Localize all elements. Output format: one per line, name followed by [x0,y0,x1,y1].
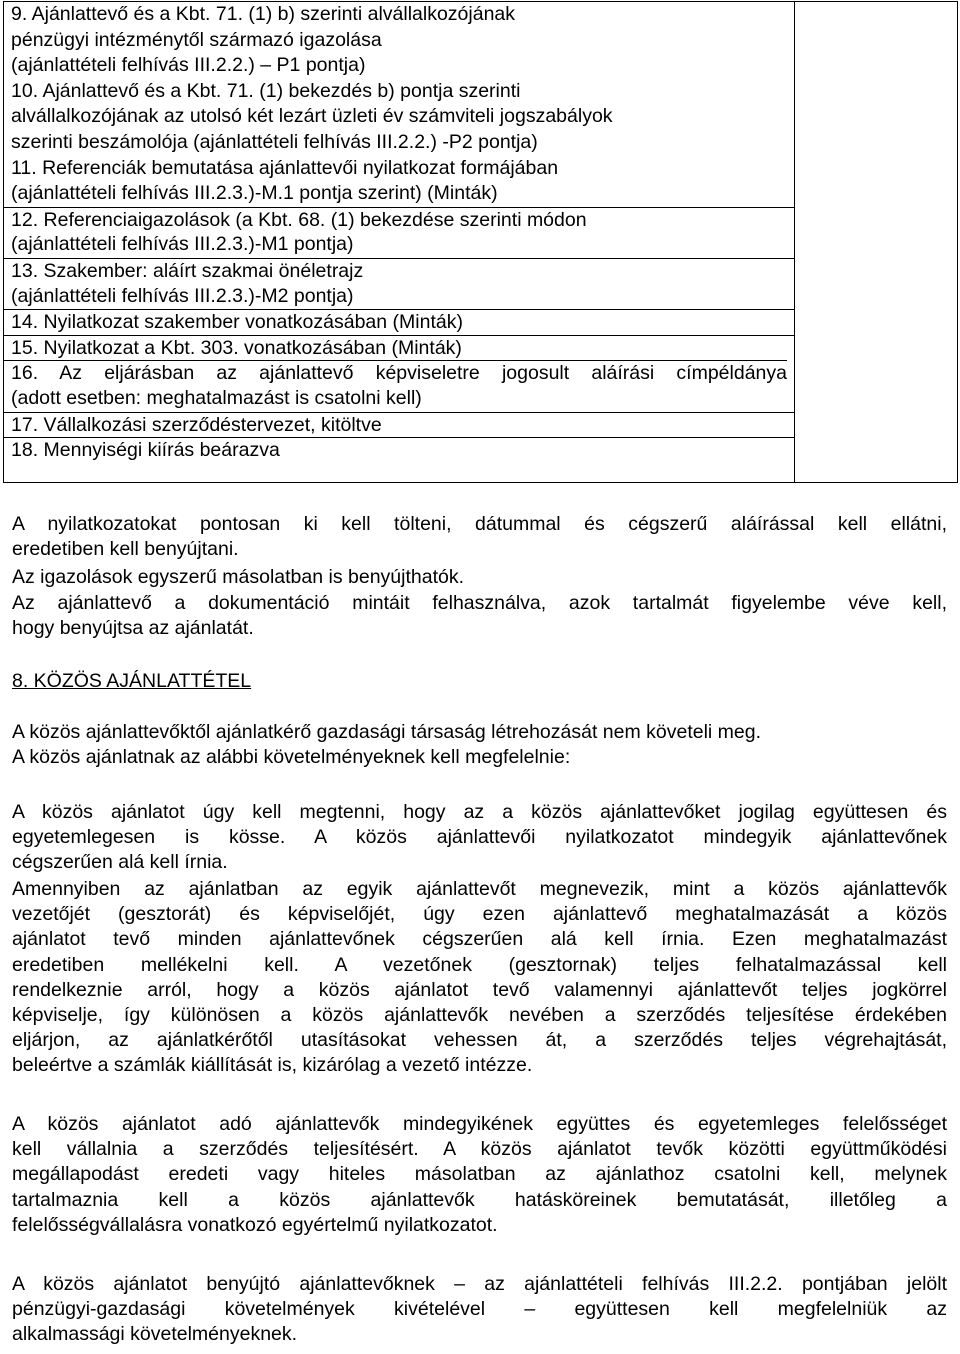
list-line: 14. Nyilatkozat szakember vonatkozásában (Minták) [4,309,794,335]
document-list-table [3,1,958,483]
text-line: Az igazolások egyszerű másolatban is benyújthatók. [12,566,465,588]
text-line: Amennyiben az ajánlatban az egyik ajánlattevőt megnevezik, mint a közös ajánlattevők [12,878,947,900]
paragraph-kozos-2 [12,800,947,876]
list-line: 11. Referenciák bemutatása ajánlattevői nyilatkozat formájában [11,156,559,179]
paragraph-nyilatkozatok [12,512,947,562]
text-line: beleértve a számlák kiállítását is, kizárólag a vezető intézze. [12,1054,533,1077]
list-line: 12. Referenciaigazolások (a Kbt. 68. (1) bekezdése szerinti módon [4,207,794,233]
paragraph-kozos-3 [12,877,947,1079]
list-line: (adott esetben: meghatalmazást is csatolni kell) [11,386,422,409]
list-line: 15. Nyilatkozat a Kbt. 303. vonatkozásában (Minták) [4,335,794,361]
list-line: 9. Ajánlattevő és a Kbt. 71. (1) b) szerinti alvállalkozójának [11,3,516,25]
text-line: eredetiben kell benyújtani. [12,538,239,561]
list-line: 10. Ajánlattevő és a Kbt. 71. (1) bekezdés b) pontja szerinti [11,79,521,102]
paragraph-kozos-4 [12,1112,947,1238]
list-line: (ajánlattételi felhívás III.2.2.) – P1 pontja) [11,54,366,77]
text-line: pénzügyi-gazdasági követelmények kivételével – együttesen kell megfelelniük az [12,1298,947,1321]
text-line: alkalmassági követelményeknek. [12,1323,298,1346]
text-line: A közös ajánlatnak az alábbi követelményeknek kell megfelelnie: [12,746,571,769]
list-item-14 [4,309,794,335]
list-item-17 [4,412,794,438]
section-heading: 8. KÖZÖS AJÁNLATTÉTEL [12,670,252,692]
list-line: 13. Szakember: aláírt szakmai önéletrajz [4,258,794,284]
list-item-15 [4,335,794,361]
paragraph-kozos-5 [12,1272,947,1348]
text-line: eljárjon, az ajánlatkérőtől utasításokat vehessen át, a szerződés teljes végrehajtását, [12,1029,947,1052]
text-line: megállapodást eredeti vagy hiteles másolatban az ajánlathoz csatolni kell, melynek [12,1163,947,1186]
text-line: egyetemlegesen is kösse. A közös ajánlattevői nyilatkozatot mindegyik ajánlattevőnek [12,826,947,849]
list-line: alvállalkozójának az utolsó két lezárt üzleti év számviteli jogszabályok [11,105,613,128]
text-line: A közös ajánlatot úgy kell megtenni, hogy az a közös ajánlattevőket jogilag együttesen és [12,801,947,823]
list-line: (ajánlattételi felhívás III.2.3.)-M1 pontja) [11,233,354,256]
paragraph-igazolasok [12,565,947,590]
text-line: rendelkeznie arról, hogy a közös ajánlatot tevő valamennyi ajánlattevőt teljes jogkörrel [12,978,947,1001]
text-line: cégszerűen alá kell írnia. [12,851,228,874]
list-line: pénzügyi intézménytől származó igazolása [11,28,382,51]
list-line: (ajánlattételi felhívás III.2.3.)-M.1 pontja szerint) (Minták) [11,182,498,205]
text-line: eredetiben mellékelni kell. A vezetőnek (gesztornak) teljes felhatalmazással kell [12,953,947,976]
list-line: szerinti beszámolója (ajánlattételi felhívás III.2.2.) -P2 pontja) [11,130,538,153]
paragraph-kozos-1 [12,720,947,770]
list-item-9 [4,2,794,79]
list-item-13 [4,258,794,309]
list-line: 18. Mennyiségi kiírás beárazva [4,437,794,463]
document-list-column [4,2,795,483]
text-line: felelősségvállalásra vonatkozó egyértelmű nyilatkozatot. [12,1213,498,1236]
list-line: 16. Az eljárásban az ajánlattevő képviseletre jogosult aláírási címpéldánya [4,360,787,386]
text-line: ajánlatot tevő minden ajánlattevőnek cégszerűen alá kell írnia. Ezen meghatalmazást [12,928,947,951]
list-line: (ajánlattételi felhívás III.2.3.)-M2 pontja) [11,284,354,307]
text-line: hogy benyújtsa az ajánlatát. [12,617,254,640]
text-line: A közös ajánlatot adó ajánlattevők mindegyikének együttes és egyetemleges felelősséget [12,1113,947,1135]
empty-check-column [795,2,958,483]
list-item-16 [4,360,794,411]
text-line: A közös ajánlatot benyújtó ajánlattevőknek – az ajánlattételi felhívás III.2.2. pontjában jelölt [12,1273,947,1295]
list-item-18 [4,437,794,463]
list-item-10 [4,79,794,156]
list-line: 17. Vállalkozási szerződéstervezet, kitöltve [4,412,794,438]
text-line: kell vállalnia a szerződés teljesítésért. A közös ajánlatot tevők közötti együttműködési [12,1138,947,1161]
text-line: vezetőjét (gesztorát) és képviselőjét, úgy ezen ajánlattevő meghatalmazását a közös [12,903,947,926]
text-line: A nyilatkozatokat pontosan ki kell tölteni, dátummal és cégszerű aláírással kell ellátni, [12,513,947,535]
text-line: tartalmaznia kell a közös ajánlattevők hatásköreinek bemutatását, illetőleg a [12,1188,947,1211]
list-item-12 [4,207,794,258]
text-line: Az ajánlattevő a dokumentáció mintáit felhasználva, azok tartalmát figyelembe véve kell, [12,592,947,614]
paragraph-dokumentacio [12,591,947,641]
text-line: képviselje, így különösen a közös ajánlattevők nevében a szerződés teljesítése érdekében [12,1003,947,1026]
list-item-11 [4,156,794,207]
text-line: A közös ajánlattevőktől ajánlatkérő gazdasági társaság létrehozását nem követeli meg. [12,721,762,743]
